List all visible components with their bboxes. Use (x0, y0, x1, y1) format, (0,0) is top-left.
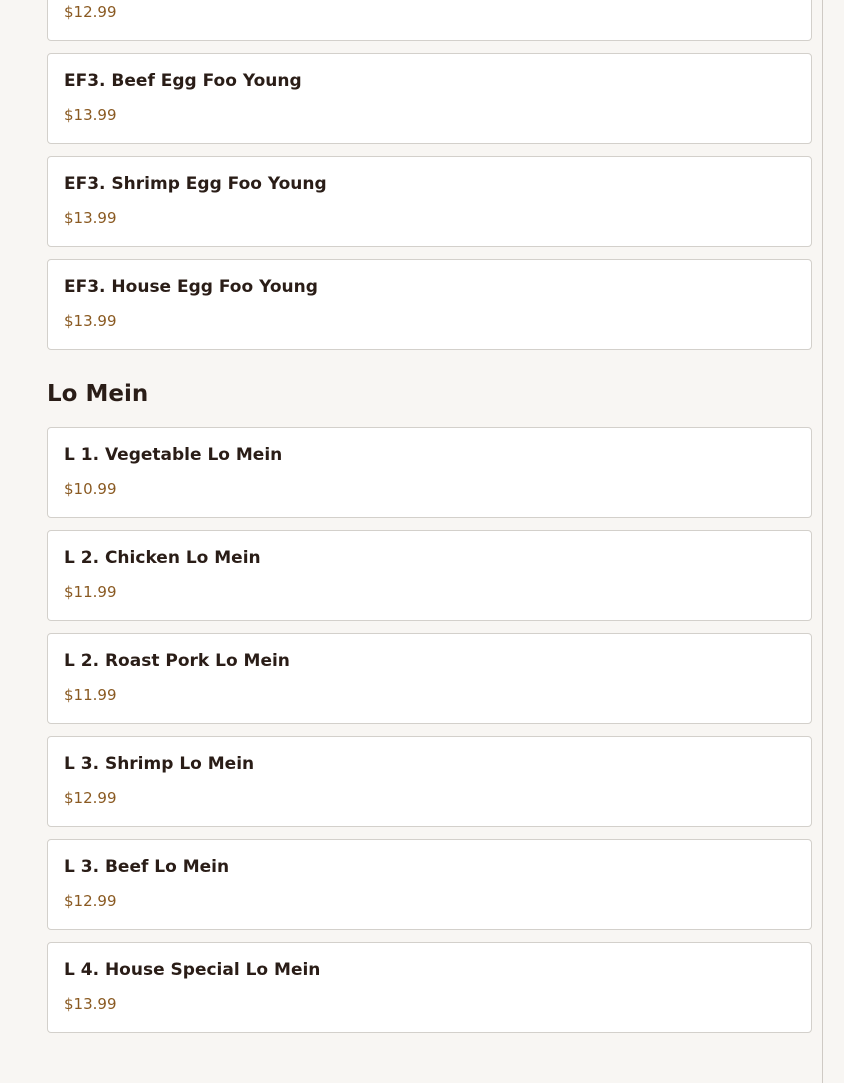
menu-item-price: $10.99 (64, 480, 117, 498)
section-heading: Lo Mein (47, 381, 149, 407)
menu-item-card[interactable] (47, 53, 812, 144)
menu-item-card[interactable] (47, 736, 812, 827)
menu-item-name: L 1. Vegetable Lo Mein (64, 445, 283, 465)
menu-item-price: $12.99 (64, 789, 117, 807)
menu-item-name: EF3. Shrimp Egg Foo Young (64, 174, 327, 194)
menu-item-name: L 4. House Special Lo Mein (64, 960, 321, 980)
menu-item-name: L 2. Roast Pork Lo Mein (64, 651, 290, 671)
menu-item-name: EF3. Beef Egg Foo Young (64, 71, 302, 91)
menu-item-card[interactable] (47, 259, 812, 350)
menu-item-card[interactable] (47, 530, 812, 621)
menu-item-price: $12.99 (64, 892, 117, 910)
menu-item-name: L 3. Shrimp Lo Mein (64, 754, 255, 774)
menu-item-card[interactable] (47, 942, 812, 1033)
menu-item-price: $13.99 (64, 312, 117, 330)
menu-item-card[interactable] (47, 633, 812, 724)
menu-item-price: $13.99 (64, 995, 117, 1013)
menu-item-card[interactable] (47, 156, 812, 247)
menu-item-name: L 2. Chicken Lo Mein (64, 548, 261, 568)
menu-item-price: $13.99 (64, 209, 117, 227)
menu-item-price: $11.99 (64, 583, 117, 601)
menu-item-price: $13.99 (64, 106, 117, 124)
menu-item-card[interactable] (47, 839, 812, 930)
page-edge-divider (822, 0, 823, 1083)
menu-item-name: EF3. House Egg Foo Young (64, 277, 318, 297)
menu-item-price: $11.99 (64, 686, 117, 704)
menu-list (47, 0, 812, 1045)
menu-item-card[interactable] (47, 0, 812, 41)
menu-item-card[interactable] (47, 427, 812, 518)
menu-item-name: L 3. Beef Lo Mein (64, 857, 230, 877)
menu-item-price: $12.99 (64, 3, 117, 21)
